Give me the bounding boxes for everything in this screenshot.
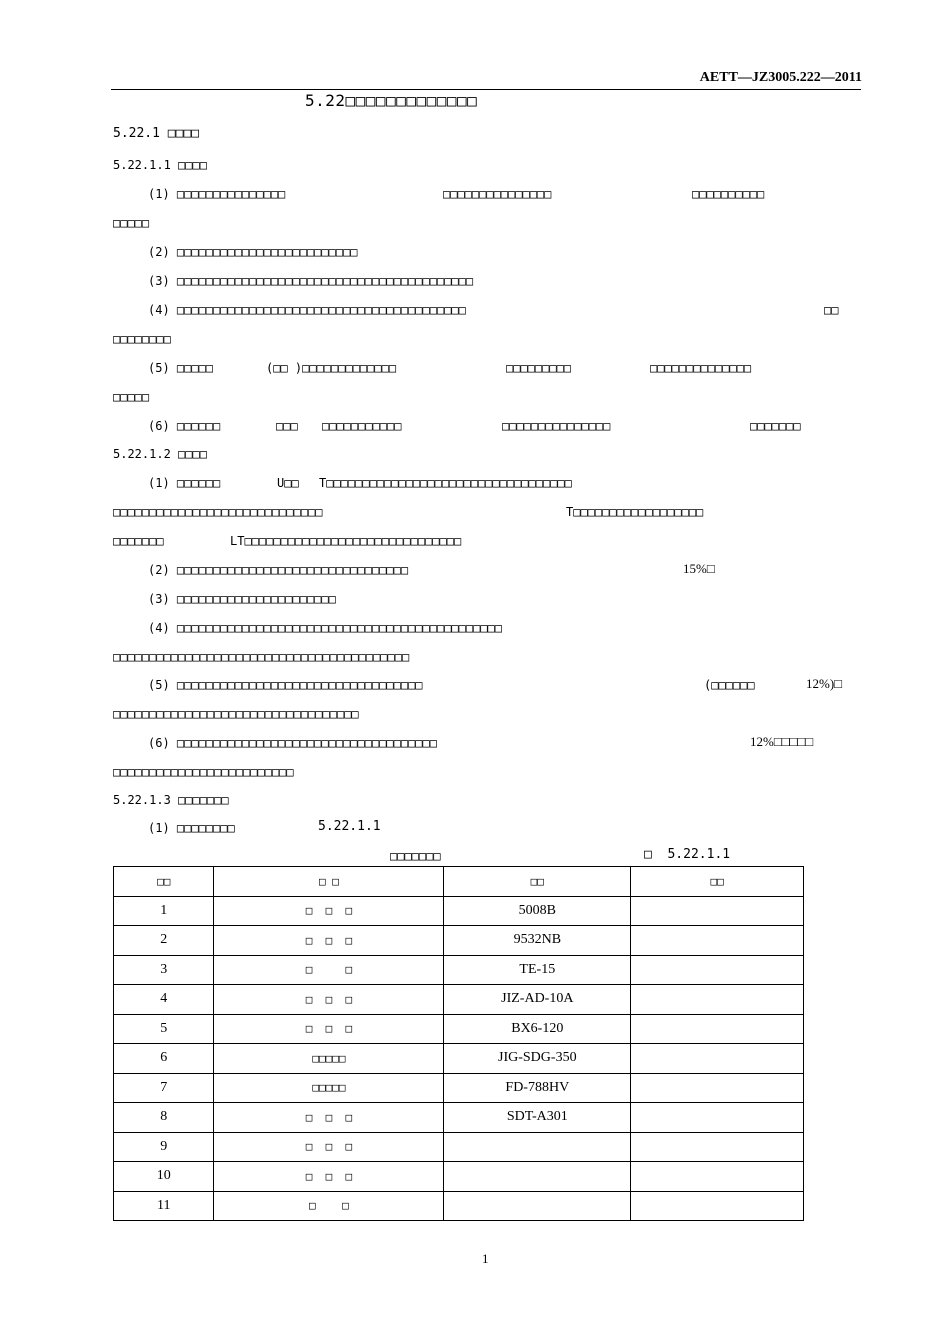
document-code-header: AETT—JZ3005.222—2011 xyxy=(699,70,862,85)
table-cell xyxy=(631,955,804,985)
table-cell xyxy=(631,1132,804,1162)
section-heading-5-22-1-2: 5.22.1.2 □□□□ xyxy=(113,447,207,461)
table-cell: □ □ □ xyxy=(214,896,444,926)
table-row xyxy=(114,926,804,956)
paragraph-line: T□□□□□□□□□□□□□□□□□□□□□□□□□□□□□□□□□□ xyxy=(319,476,572,490)
paragraph-line: □□□□□□□□□□□□□□□□□□□□□□□□□□□□□ xyxy=(113,505,323,519)
table-cell: JIG-SDG-350 xyxy=(444,1044,631,1074)
table-row xyxy=(114,1073,804,1103)
table-cell: □ □ □ xyxy=(214,1132,444,1162)
table-cell: □ □ □ xyxy=(214,1103,444,1133)
table-cell: □□□□□ xyxy=(214,1044,444,1074)
paragraph-line: (1) □□□□□□□□□□□□□□□ xyxy=(148,187,286,201)
table-cell xyxy=(631,1103,804,1133)
table-row xyxy=(114,1132,804,1162)
paragraph-line: (□□□□□□ xyxy=(704,678,755,692)
paragraph-line: (1) □□□□□□ xyxy=(148,476,221,490)
paragraph-line: (5) □□□□□ xyxy=(148,361,214,375)
paragraph-line: □□□□□ xyxy=(113,216,150,230)
table-cell: 10 xyxy=(114,1162,214,1192)
header-cell: □□ xyxy=(444,867,631,897)
paragraph-line: (2) □□□□□□□□□□□□□□□□□□□□□□□□□□□□□□□□ xyxy=(148,563,409,577)
paragraph-line: (6) □□□□□□□□□□□□□□□□□□□□□□□□□□□□□□□□□□□□ xyxy=(148,736,437,750)
paragraph-line: □□□□□ xyxy=(113,390,150,404)
paragraph-line: (3) □□□□□□□□□□□□□□□□□□□□□□□□□□□□□□□□□□□□□□□□□ xyxy=(148,274,474,288)
table-cell xyxy=(631,985,804,1015)
paragraph-line: □□□ xyxy=(276,419,298,433)
table-cell: FD-788HV xyxy=(444,1073,631,1103)
paragraph-line: □□□□□□□□□□□□□□□ xyxy=(502,419,611,433)
table-cell: 8 xyxy=(114,1103,214,1133)
table-cell: 4 xyxy=(114,985,214,1015)
table-cell: 6 xyxy=(114,1044,214,1074)
table-row xyxy=(114,896,804,926)
paragraph-line: (2) □□□□□□□□□□□□□□□□□□□□□□□□□ xyxy=(148,245,358,259)
table-row xyxy=(114,955,804,985)
table-cell xyxy=(631,926,804,956)
table-cell: □ □ xyxy=(214,1191,444,1221)
paragraph-line: □□□□□□□ xyxy=(750,419,801,433)
header-rule xyxy=(111,89,861,90)
table-cell: 2 xyxy=(114,926,214,956)
table-cell: 5 xyxy=(114,1014,214,1044)
table-cell xyxy=(631,1014,804,1044)
table-number: □ 5.22.1.1 xyxy=(644,847,731,862)
table-cell xyxy=(631,1191,804,1221)
table-row xyxy=(114,1162,804,1192)
table-cell xyxy=(444,1191,631,1221)
table-cell xyxy=(444,1132,631,1162)
table-cell: JIZ-AD-10A xyxy=(444,985,631,1015)
paragraph-line: (1) □□□□□□□□ xyxy=(148,821,235,835)
section-heading-5-22-1-1: 5.22.1.1 □□□□ xyxy=(113,158,207,172)
paragraph-line: 12%)□ xyxy=(806,676,843,691)
paragraph-line: □□□□□□□□□□□ xyxy=(322,419,402,433)
table-row xyxy=(114,1014,804,1044)
table-cell: BX6-120 xyxy=(444,1014,631,1044)
paragraph-line: □□□□□□□□□□□□□□ xyxy=(650,361,752,375)
table-cell: TE-15 xyxy=(444,955,631,985)
table-cell xyxy=(631,1073,804,1103)
equipment-table xyxy=(113,866,804,1221)
paragraph-line: □□ xyxy=(824,303,839,317)
table-cell: □□□□□ xyxy=(214,1073,444,1103)
table-cell: 9 xyxy=(114,1132,214,1162)
header-cell: □□ xyxy=(631,867,804,897)
table-header-row xyxy=(114,867,804,897)
table-cell: SDT-A301 xyxy=(444,1103,631,1133)
paragraph-line: □□□□□□□□□□□□□□□□□□□□□□□□□□□□□□□□□□ xyxy=(113,707,359,721)
paragraph-line: 15%□ xyxy=(683,561,715,576)
paragraph-line: □□□□□□□ xyxy=(113,534,164,548)
paragraph-line: T□□□□□□□□□□□□□□□□□□ xyxy=(566,505,704,519)
table-row xyxy=(114,1103,804,1133)
paragraph-line: LT□□□□□□□□□□□□□□□□□□□□□□□□□□□□□□ xyxy=(230,534,462,548)
table-cell: 5008B xyxy=(444,896,631,926)
paragraph-line: □□□□□□□□□ xyxy=(506,361,572,375)
table-cell: 11 xyxy=(114,1191,214,1221)
table-row xyxy=(114,1044,804,1074)
paragraph-line: 12%□□□□□ xyxy=(750,734,814,749)
paragraph-line: (4) □□□□□□□□□□□□□□□□□□□□□□□□□□□□□□□□□□□□□□□□ xyxy=(148,303,466,317)
section-heading-5-22-1: 5.22.1 □□□□ xyxy=(113,126,200,141)
table-row xyxy=(114,985,804,1015)
table-cell xyxy=(631,1044,804,1074)
paragraph-line: □□□□□□□□□□□□□□□□□□□□□□□□□ xyxy=(113,765,294,779)
paragraph-line: □□□□□□□□□□□□□□□ xyxy=(443,187,552,201)
paragraph-line: (3) □□□□□□□□□□□□□□□□□□□□□□ xyxy=(148,592,336,606)
section-title: 5.22□□□□□□□□□□□□□ xyxy=(305,91,478,110)
table-row xyxy=(114,1191,804,1221)
paragraph-line: 5.22.1.1 xyxy=(318,819,381,834)
table-cell: 9532NB xyxy=(444,926,631,956)
table-cell: □ □ □ xyxy=(214,985,444,1015)
table-cell xyxy=(631,1162,804,1192)
table-caption: □□□□□□□ xyxy=(390,849,441,863)
paragraph-line: □□□□□□□□□□ xyxy=(692,187,765,201)
section-heading-5-22-1-3: 5.22.1.3 □□□□□□□ xyxy=(113,793,229,807)
table-cell: 1 xyxy=(114,896,214,926)
table-cell: □ □ □ xyxy=(214,1014,444,1044)
table-cell: □ □ □ xyxy=(214,1162,444,1192)
paragraph-line: □□□□□□□□ xyxy=(113,332,171,346)
page-number: 1 xyxy=(482,1251,489,1266)
paragraph-line: (6) □□□□□□ xyxy=(148,419,221,433)
paragraph-line: (□□ )□□□□□□□□□□□□□ xyxy=(266,361,397,375)
table-cell: 3 xyxy=(114,955,214,985)
table-cell: □ □ xyxy=(214,955,444,985)
header-cell: □□ xyxy=(114,867,214,897)
header-cell: □ □ xyxy=(214,867,444,897)
table-cell: 7 xyxy=(114,1073,214,1103)
table-cell: □ □ □ xyxy=(214,926,444,956)
table-cell xyxy=(444,1162,631,1192)
paragraph-line: (5) □□□□□□□□□□□□□□□□□□□□□□□□□□□□□□□□□□ xyxy=(148,678,423,692)
table-cell xyxy=(631,896,804,926)
paragraph-line: □□□□□□□□□□□□□□□□□□□□□□□□□□□□□□□□□□□□□□□□□ xyxy=(113,650,410,664)
paragraph-line: (4) □□□□□□□□□□□□□□□□□□□□□□□□□□□□□□□□□□□□□□□□□□□□□ xyxy=(148,621,503,635)
paragraph-line: U□□ xyxy=(277,476,299,490)
